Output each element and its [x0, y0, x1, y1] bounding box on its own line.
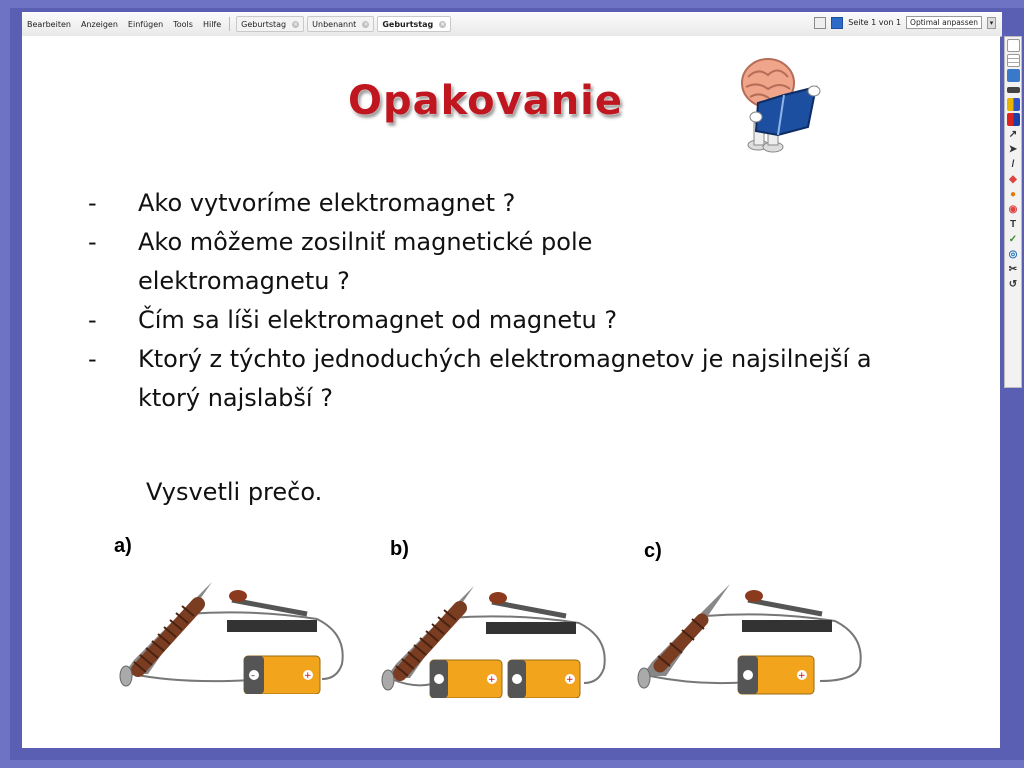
- close-icon[interactable]: ×: [293, 20, 299, 28]
- check-icon[interactable]: ✓: [1008, 234, 1018, 245]
- nail-head: [638, 668, 650, 688]
- switch-base: [227, 620, 317, 632]
- tab-label: Unbenannt: [312, 19, 357, 29]
- menu-item-tools[interactable]: Tools: [173, 19, 193, 29]
- menu-bar: [22, 12, 1002, 37]
- switch-lever: [748, 600, 822, 614]
- close-icon[interactable]: ×: [440, 20, 446, 28]
- grid-view-icon[interactable]: [831, 17, 843, 29]
- plus-icon: +: [798, 671, 806, 681]
- circuit-label-b: b): [390, 538, 409, 560]
- switch-lever: [492, 602, 566, 616]
- list-item: [88, 184, 908, 223]
- close-icon[interactable]: ×: [363, 20, 369, 28]
- question-text: Ako vytvoríme elektromagnet ?: [138, 189, 516, 217]
- slide-title: Opakovanie: [348, 78, 624, 124]
- plus-icon: +: [488, 675, 496, 685]
- page-info: Seite 1 von 1: [848, 18, 902, 27]
- zoom-select[interactable]: Optimal anpassen: [906, 16, 982, 29]
- scissors-icon[interactable]: ✂: [1008, 264, 1018, 275]
- question-list: [88, 184, 908, 418]
- undo-icon[interactable]: ↺: [1008, 279, 1018, 290]
- nail-head: [120, 666, 132, 686]
- circuit-c-diagram: [630, 576, 870, 696]
- highlighter-icon[interactable]: ◉: [1008, 204, 1018, 215]
- select-icon[interactable]: ➤: [1008, 144, 1018, 155]
- circuit-label-c: c): [644, 540, 662, 562]
- page-view-icon[interactable]: [814, 17, 826, 29]
- minus-icon: [512, 674, 522, 684]
- question-text: Ako môžeme zosilniť magnetické pole elektromagnetu ?: [138, 228, 593, 295]
- switch-knob: [229, 590, 247, 602]
- coil: [658, 619, 704, 666]
- page-icon[interactable]: [1007, 39, 1020, 52]
- circuit-a-diagram: [112, 574, 362, 694]
- menu-right-controls: [814, 16, 996, 29]
- minus-icon: [743, 670, 753, 680]
- color-icon[interactable]: [1007, 98, 1020, 111]
- wire: [132, 674, 252, 681]
- fill-icon[interactable]: ●: [1009, 189, 1017, 200]
- menu-item-einfuegen[interactable]: Einfügen: [127, 19, 164, 29]
- shape-icon[interactable]: [1007, 87, 1020, 93]
- tools-toolbar: [1004, 36, 1022, 388]
- eraser-icon[interactable]: ◆: [1009, 174, 1017, 185]
- bullet-dash: -: [88, 189, 97, 217]
- minus-icon: [434, 674, 444, 684]
- tab-geburtstag-1[interactable]: [236, 16, 304, 32]
- tab-geburtstag-2[interactable]: [377, 16, 451, 32]
- brain-reading-book-image: [728, 55, 828, 155]
- globe-icon[interactable]: ◎: [1008, 249, 1018, 260]
- question-text: Ktorý z týchto jednoduchých elektromagnetov je najsilnejší a ktorý najslabší ?: [138, 345, 872, 412]
- nail-head: [382, 670, 394, 690]
- coil: [134, 604, 198, 672]
- image-icon[interactable]: [1007, 69, 1020, 82]
- tab-label: Geburtstag: [241, 19, 287, 29]
- list-item: [88, 340, 908, 418]
- tab-label: Geburtstag: [382, 19, 434, 29]
- pen-icon[interactable]: /: [1011, 159, 1015, 170]
- plus-icon: +: [304, 671, 312, 681]
- grid-icon[interactable]: [1007, 54, 1020, 67]
- switch-knob: [489, 592, 507, 604]
- color-icon[interactable]: [1007, 113, 1020, 126]
- question-text: Čím sa líši elektromagnet od magnetu ?: [138, 306, 618, 334]
- circuit-b-diagram: [374, 578, 614, 698]
- menu-item-bearbeiten[interactable]: Bearbeiten: [27, 19, 71, 29]
- switch-knob: [745, 590, 763, 602]
- menu-item-hilfe[interactable]: Hilfe: [202, 19, 222, 29]
- bullet-dash: -: [88, 228, 97, 256]
- list-item: [88, 301, 908, 340]
- switch-base: [486, 622, 576, 634]
- wire: [650, 676, 748, 683]
- plus-icon: +: [566, 675, 574, 685]
- circuit-label-a: a): [114, 535, 132, 557]
- explain-line: Vysvetli prečo.: [146, 478, 323, 506]
- list-item: [88, 223, 908, 301]
- text-icon[interactable]: T: [1009, 219, 1017, 230]
- menu-item-anzeigen[interactable]: Anzeigen: [80, 19, 118, 29]
- tab-unbenannt[interactable]: [307, 16, 374, 32]
- switch-base: [742, 620, 832, 632]
- arrow-icon[interactable]: ↗: [1008, 129, 1018, 140]
- bullet-dash: -: [88, 306, 97, 334]
- minus-icon: –: [251, 671, 255, 680]
- bullet-dash: -: [88, 345, 97, 373]
- chevron-down-icon[interactable]: ▾: [987, 17, 996, 29]
- menu-divider: [229, 17, 230, 31]
